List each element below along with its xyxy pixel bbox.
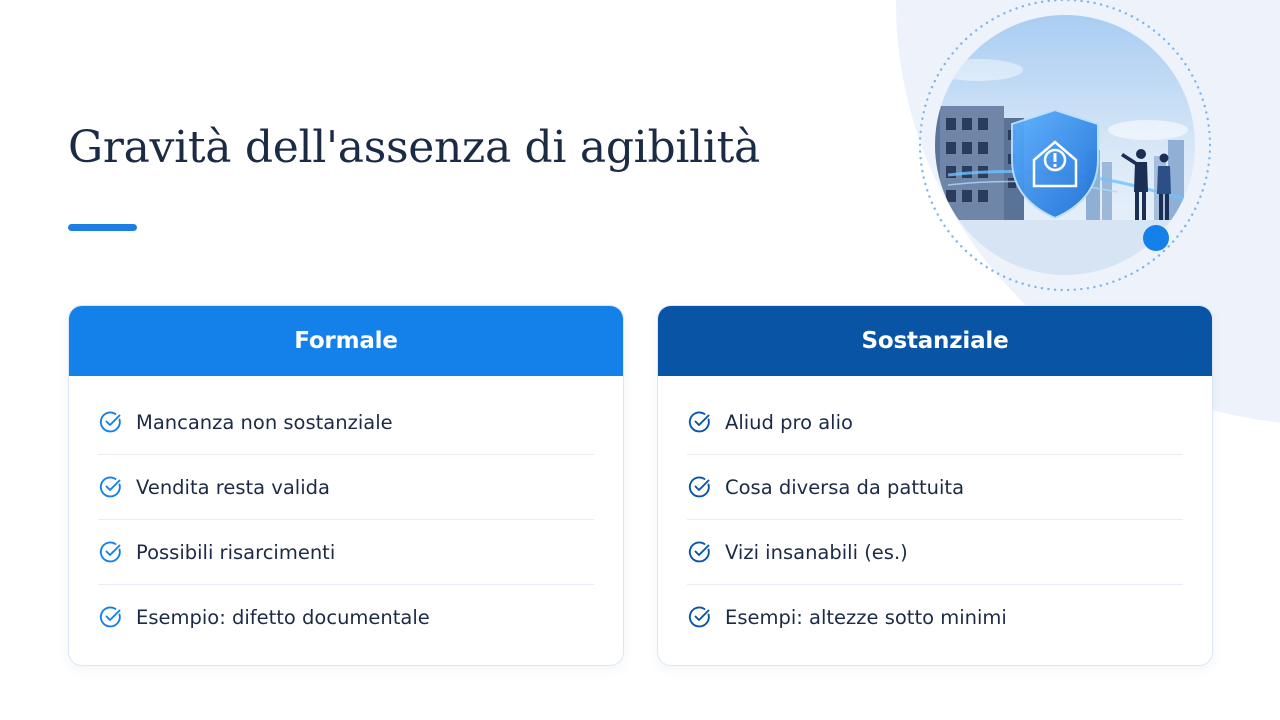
list-item [98,520,594,585]
list-item [687,585,1183,649]
hero-illustration [918,0,1212,294]
list-item-text: Mancanza non sostanziale [136,410,393,434]
list-item-text: Esempio: difetto documentale [136,605,430,629]
list-item [687,390,1183,455]
list-item [98,390,594,455]
title-accent-bar [68,224,137,231]
check-circle-icon [687,409,713,435]
check-circle-icon [98,604,124,630]
check-circle-icon [687,604,713,630]
check-circle-icon [687,539,713,565]
list-item [98,585,594,649]
check-circle-icon [98,474,124,500]
check-circle-icon [687,474,713,500]
list-item [98,455,594,520]
card-list-formale [69,376,623,649]
slide-title: Gravità dell'assenza di agibilità [68,122,760,173]
list-item-text: Vendita resta valida [136,475,330,499]
check-circle-icon [98,409,124,435]
list-item-text: Possibili risarcimenti [136,540,336,564]
card-sostanziale [657,305,1213,666]
list-item-text: Vizi insanabili (es.) [725,540,908,564]
list-item-text: Esempi: altezze sotto minimi [725,605,1007,629]
list-item [687,455,1183,520]
list-item [687,520,1183,585]
card-list-sostanziale [658,376,1212,649]
card-header-formale: Formale [69,306,623,376]
check-circle-icon [98,539,124,565]
list-item-text: Aliud pro alio [725,410,853,434]
list-item-text: Cosa diversa da pattuita [725,475,965,499]
card-formale [68,305,624,666]
card-header-sostanziale: Sostanziale [658,306,1212,376]
